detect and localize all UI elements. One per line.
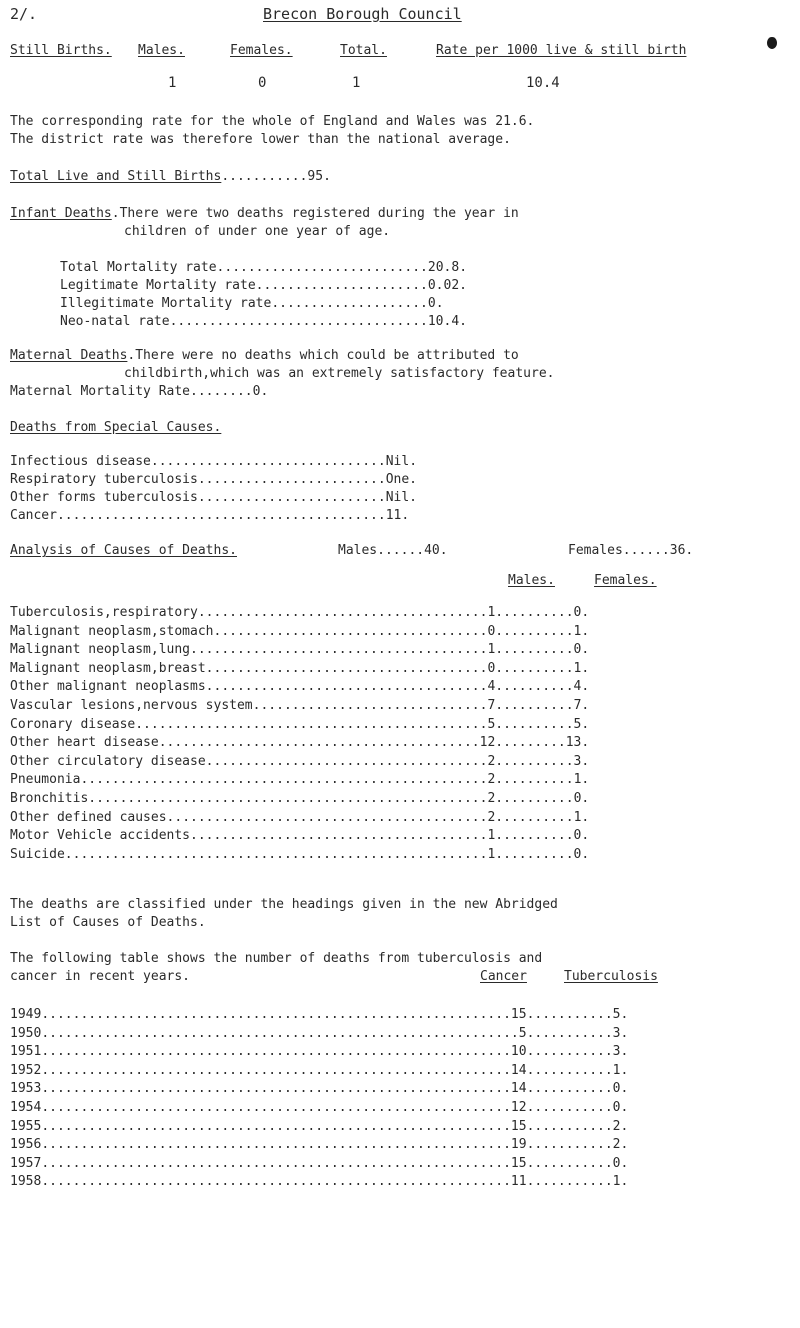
analysis-row	[10, 660, 770, 677]
females-value: 1	[573, 660, 582, 676]
special-cause-label: Other forms tuberculosis	[10, 490, 198, 505]
row-period: .	[581, 623, 590, 639]
females-value: 4	[573, 679, 582, 695]
mid-dots: ...........	[526, 1118, 613, 1134]
total-births-value: 95	[307, 169, 324, 184]
row-period: .	[581, 809, 590, 825]
cause-dots: ...................................................	[88, 791, 488, 806]
infant-rate-value: 20.8	[427, 260, 460, 275]
infant-rate-dots: .................................	[169, 314, 428, 329]
mid-dots: ..........	[495, 828, 574, 844]
mid-dots: ..........	[495, 809, 574, 825]
mid-dots: ..........	[495, 791, 574, 806]
still-births-females-label: Females.	[230, 43, 293, 58]
maternal-rate-line	[10, 383, 268, 400]
analysis-row	[10, 753, 770, 770]
analysis-row	[10, 809, 770, 826]
cause-dots: ......................................	[190, 828, 488, 844]
infant-rate-period: .	[459, 260, 468, 275]
infant-deaths-text-1: .There were two deaths registered during the year in	[111, 206, 519, 221]
row-period: .	[581, 605, 590, 620]
tb-cancer-row	[10, 1025, 770, 1042]
mid-dots: ...........	[526, 1081, 613, 1097]
infant-rate-value: 10.4	[427, 314, 460, 329]
row-period: .	[620, 1174, 629, 1190]
still-births-rate: 10.4	[526, 75, 560, 91]
year-label: 1951	[10, 1044, 42, 1060]
row-period: .	[581, 716, 590, 732]
cause-label: Other circulatory disease	[10, 753, 206, 769]
infant-rate-label: Neo-natal rate	[60, 314, 170, 329]
analysis-row	[10, 697, 770, 714]
mid-dots: ...........	[526, 1100, 613, 1115]
cause-dots: ....................................	[205, 660, 488, 676]
cause-label: Suicide	[10, 846, 65, 862]
year-dots: ............................................................	[41, 1044, 511, 1060]
males-value: 0	[487, 623, 496, 639]
still-births-rate-label: Rate per 1000 live & still birth	[436, 43, 687, 58]
analysis-row	[10, 604, 770, 621]
row-period: .	[620, 1081, 629, 1097]
tb-value: 2	[612, 1137, 621, 1153]
special-cause-period: .	[401, 508, 410, 523]
infant-rate-dots: ......................	[255, 278, 428, 293]
special-cause-row	[10, 507, 770, 524]
tb-cancer-col-cancer: Cancer	[480, 969, 527, 984]
males-value: 1	[487, 605, 496, 620]
row-period: .	[581, 846, 590, 862]
infant-rate-label: Legitimate Mortality rate	[60, 278, 256, 293]
analysis-col-females: Females.	[594, 573, 657, 588]
analysis-row	[10, 790, 770, 807]
row-period: .	[581, 735, 590, 751]
special-cause-value: 11	[385, 508, 402, 523]
cancer-value: 12	[510, 1100, 527, 1115]
year-label: 1949	[10, 1007, 42, 1022]
infant-rate-row	[60, 295, 800, 312]
cause-label: Malignant neoplasm,lung	[10, 642, 191, 658]
cause-dots: .........................................	[166, 809, 488, 825]
row-period: .	[620, 1062, 629, 1078]
cancer-value: 11	[510, 1174, 527, 1190]
infant-rate-period: .	[459, 314, 467, 329]
mid-dots: ..........	[495, 660, 574, 676]
still-births-note-1: The corresponding rate for the whole of England and Wales was 21.6.	[10, 114, 535, 129]
year-dots: ............................................................	[41, 1137, 511, 1153]
maternal-heading: Maternal Deaths	[10, 348, 128, 363]
males-value: 2	[487, 753, 496, 769]
mid-dots: ..........	[495, 753, 574, 769]
row-period: .	[620, 1118, 629, 1134]
analysis-females-period: .	[685, 543, 694, 558]
bullet-mark-icon	[766, 36, 778, 50]
tb-cancer-row	[10, 1155, 770, 1172]
row-period: .	[620, 1007, 629, 1022]
cancer-value: 5	[518, 1025, 527, 1041]
tb-cancer-text-2: cancer in recent years.	[10, 969, 191, 984]
row-period: .	[581, 772, 590, 788]
tb-cancer-row	[10, 1080, 770, 1097]
special-cause-period: .	[409, 490, 417, 505]
row-period: .	[620, 1100, 629, 1115]
cause-label: Pneumonia	[10, 772, 81, 788]
tb-cancer-row	[10, 1173, 770, 1190]
males-value: 1	[487, 846, 496, 862]
year-dots: ............................................................	[41, 1174, 511, 1190]
row-period: .	[581, 679, 590, 695]
males-value: 2	[487, 809, 496, 825]
analysis-males-total-line	[338, 542, 448, 559]
cause-label: Coronary disease	[10, 716, 136, 732]
year-dots: ............................................................	[41, 1155, 511, 1171]
tb-value: 0	[612, 1100, 621, 1115]
special-cause-label: Infectious disease	[10, 454, 151, 469]
maternal-text-2: childbirth,which was an extremely satisfactory feature.	[124, 366, 555, 381]
males-value: 1	[487, 642, 496, 658]
cause-label: Vascular lesions,nervous system	[10, 698, 253, 713]
infant-rate-period: .	[459, 278, 467, 293]
females-value: 1	[573, 809, 582, 825]
year-label: 1954	[10, 1100, 42, 1115]
year-label: 1950	[10, 1025, 42, 1041]
analysis-note-2: List of Causes of Deaths.	[10, 915, 206, 930]
still-births-total-label: Total.	[340, 43, 387, 58]
tb-cancer-text-1: The following table shows the number of deaths from tuberculosis and	[10, 951, 543, 966]
cause-dots: ......................................................	[64, 846, 488, 862]
special-cause-row	[10, 489, 770, 506]
mid-dots: ..........	[495, 772, 574, 788]
special-cause-label: Cancer	[10, 508, 57, 523]
females-value: 1	[573, 772, 582, 788]
special-cause-row	[10, 453, 770, 470]
tb-cancer-row	[10, 1062, 770, 1079]
cause-label: Other malignant neoplasms	[10, 679, 206, 695]
mid-dots: ...........	[526, 1137, 613, 1153]
maternal-rate-period: .	[260, 384, 269, 399]
females-value: 0	[573, 846, 582, 862]
still-births-males: 1	[168, 75, 177, 91]
special-cause-value: Nil	[385, 454, 410, 469]
mid-dots: ..........	[495, 846, 574, 862]
row-period: .	[581, 698, 590, 713]
males-value: 4	[487, 679, 496, 695]
cancer-value: 14	[510, 1081, 527, 1097]
still-births-note-2: The district rate was therefore lower than the national average.	[10, 132, 511, 147]
cancer-value: 15	[510, 1155, 527, 1171]
infant-rate-dots: ...........................	[216, 260, 428, 275]
tb-cancer-row	[10, 1043, 770, 1060]
cause-dots: .............................................	[135, 716, 488, 732]
analysis-females-label: Females	[568, 543, 623, 558]
mid-dots: ..........	[495, 605, 574, 620]
analysis-males-label: Males	[338, 543, 378, 558]
infant-rate-value: 0	[427, 296, 436, 311]
row-period: .	[581, 642, 590, 658]
females-value: 0	[573, 791, 582, 806]
tb-value: 3	[612, 1044, 621, 1060]
cause-label: Tuberculosis,respiratory	[10, 605, 198, 620]
analysis-females-total: 36	[669, 543, 686, 558]
mid-dots: ...........	[526, 1007, 613, 1022]
analysis-row	[10, 678, 770, 695]
special-cause-dots: ........................	[197, 472, 386, 487]
analysis-males-total: 40	[424, 543, 440, 558]
analysis-note-1: The deaths are classified under the headings given in the new Abridged	[10, 897, 558, 912]
infant-rate-row	[60, 259, 800, 276]
total-births-line	[10, 168, 331, 185]
infant-rate-period: .	[435, 296, 444, 311]
row-period: .	[620, 1044, 629, 1060]
analysis-females-total-line	[568, 542, 693, 559]
year-dots: ............................................................	[41, 1100, 511, 1115]
analysis-heading: Analysis of Causes of Deaths.	[10, 543, 237, 558]
males-value: 7	[487, 698, 496, 713]
analysis-row	[10, 827, 770, 844]
mid-dots: ..........	[495, 698, 574, 713]
infant-rate-label: Total Mortality rate	[60, 260, 217, 275]
mid-dots: ...........	[526, 1174, 613, 1190]
females-value: 0	[573, 605, 582, 620]
analysis-row	[10, 771, 770, 788]
females-value: 7	[573, 698, 582, 713]
cause-dots: ......................................	[190, 642, 488, 658]
total-births-dots: ...........	[221, 169, 308, 184]
special-cause-value: One	[385, 472, 410, 487]
analysis-col-males: Males.	[508, 573, 555, 588]
males-value: 12	[479, 735, 496, 751]
females-value: 0	[573, 642, 582, 658]
year-dots: .............................................................	[41, 1025, 519, 1041]
cancer-value: 15	[510, 1007, 527, 1022]
row-period: .	[620, 1155, 629, 1171]
still-births-label: Still Births.	[10, 43, 112, 58]
infant-rate-row	[60, 313, 800, 330]
special-cause-period: .	[409, 454, 418, 469]
special-cause-value: Nil	[385, 490, 410, 505]
cause-dots: ....................................................	[80, 772, 488, 788]
cancer-value: 19	[510, 1137, 527, 1153]
mid-dots: ..........	[495, 642, 574, 658]
year-dots: ............................................................	[41, 1118, 511, 1134]
row-period: .	[581, 660, 590, 676]
tb-value: 2	[612, 1118, 621, 1134]
cause-dots: .........................................	[158, 735, 480, 751]
mid-dots: ..........	[495, 716, 574, 732]
mid-dots: ..........	[495, 679, 574, 695]
mid-dots: ...........	[526, 1155, 613, 1171]
still-births-females: 0	[258, 75, 267, 91]
special-cause-period: .	[409, 472, 417, 487]
females-value: 5	[573, 716, 582, 732]
row-period: .	[620, 1137, 629, 1153]
maternal-text-1: .There were no deaths which could be attributed to	[127, 348, 519, 363]
maternal-rate-label: Maternal Mortality Rate	[10, 384, 191, 399]
analysis-row	[10, 641, 770, 658]
cause-dots: ....................................	[205, 753, 488, 769]
infant-deaths-text-2: children of under one year of age.	[124, 224, 391, 239]
mid-dots: .........	[495, 735, 566, 751]
council-title: Brecon Borough Council	[263, 5, 462, 23]
analysis-row	[10, 623, 770, 640]
females-value: 13	[565, 735, 582, 751]
tb-cancer-row	[10, 1099, 770, 1116]
females-value: 0	[573, 828, 582, 844]
mid-dots: ..........	[495, 623, 574, 639]
tb-value: 3	[612, 1025, 621, 1041]
cause-label: Malignant neoplasm,stomach	[10, 623, 214, 639]
infant-rate-value: 0.02	[427, 278, 460, 293]
infant-deaths-line-1	[10, 205, 519, 222]
tb-value: 5	[612, 1007, 621, 1022]
page-number: 2/.	[10, 5, 38, 23]
special-cause-dots: ..............................	[150, 454, 386, 469]
males-value: 5	[487, 716, 496, 732]
maternal-rate-dots: ........	[190, 384, 253, 399]
cause-dots: ...................................	[213, 623, 488, 639]
cause-dots: .....................................	[197, 605, 488, 620]
row-period: .	[581, 753, 590, 769]
analysis-males-dots: ......	[377, 543, 425, 558]
tb-cancer-row	[10, 1136, 770, 1153]
maternal-line-1	[10, 347, 519, 364]
analysis-row	[10, 846, 770, 863]
tb-value: 1	[612, 1174, 621, 1190]
year-label: 1956	[10, 1137, 42, 1153]
infant-deaths-heading: Infant Deaths	[10, 206, 112, 221]
row-period: .	[620, 1025, 629, 1041]
males-value: 2	[487, 772, 496, 788]
tb-cancer-row	[10, 1118, 770, 1135]
cause-label: Malignant neoplasm,breast	[10, 660, 206, 676]
cause-label: Other heart disease	[10, 735, 159, 751]
cancer-value: 10	[510, 1044, 527, 1060]
analysis-row	[10, 734, 770, 751]
year-dots: ............................................................	[41, 1081, 511, 1097]
special-cause-dots: ........................	[197, 490, 386, 505]
cause-dots: ....................................	[205, 679, 488, 695]
tb-value: 0	[612, 1081, 621, 1097]
tb-cancer-row	[10, 1006, 770, 1023]
infant-rate-row	[60, 277, 800, 294]
row-period: .	[581, 828, 590, 844]
tb-value: 1	[612, 1062, 621, 1078]
cause-label: Other defined causes	[10, 809, 167, 825]
maternal-rate-value: 0	[252, 384, 261, 399]
analysis-females-dots: ......	[622, 543, 670, 558]
special-cause-row	[10, 471, 770, 488]
analysis-males-period: .	[439, 543, 448, 558]
year-dots: ............................................................	[41, 1062, 511, 1078]
mid-dots: ...........	[526, 1025, 613, 1041]
infant-rate-dots: ....................	[271, 296, 428, 311]
year-dots: ............................................................	[41, 1007, 511, 1022]
females-value: 3	[573, 753, 582, 769]
year-label: 1957	[10, 1155, 42, 1171]
males-value: 0	[487, 660, 496, 676]
still-births-total: 1	[352, 75, 361, 91]
analysis-row	[10, 716, 770, 733]
cancer-value: 14	[510, 1062, 527, 1078]
males-value: 2	[487, 791, 496, 806]
cancer-value: 15	[510, 1118, 527, 1134]
row-period: .	[581, 791, 590, 806]
year-label: 1953	[10, 1081, 42, 1097]
females-value: 1	[573, 623, 582, 639]
year-label: 1958	[10, 1174, 42, 1190]
males-value: 1	[487, 828, 496, 844]
special-cause-label: Respiratory tuberculosis	[10, 472, 198, 487]
cause-label: Bronchitis	[10, 791, 89, 806]
year-label: 1955	[10, 1118, 42, 1134]
cause-label: Motor Vehicle accidents	[10, 828, 191, 844]
mid-dots: ...........	[526, 1044, 613, 1060]
cause-dots: ..............................	[252, 698, 488, 713]
special-causes-heading: Deaths from Special Causes.	[10, 420, 222, 435]
tb-value: 0	[612, 1155, 621, 1171]
infant-rate-label: Illegitimate Mortality rate	[60, 296, 272, 311]
special-cause-dots: ..........................................	[56, 508, 386, 523]
tb-cancer-col-tb: Tuberculosis	[564, 969, 658, 984]
total-births-period: .	[323, 169, 331, 184]
total-births-label: Total Live and Still Births	[10, 169, 222, 184]
year-label: 1952	[10, 1062, 42, 1078]
still-births-males-label: Males.	[138, 43, 185, 58]
mid-dots: ...........	[526, 1062, 613, 1078]
